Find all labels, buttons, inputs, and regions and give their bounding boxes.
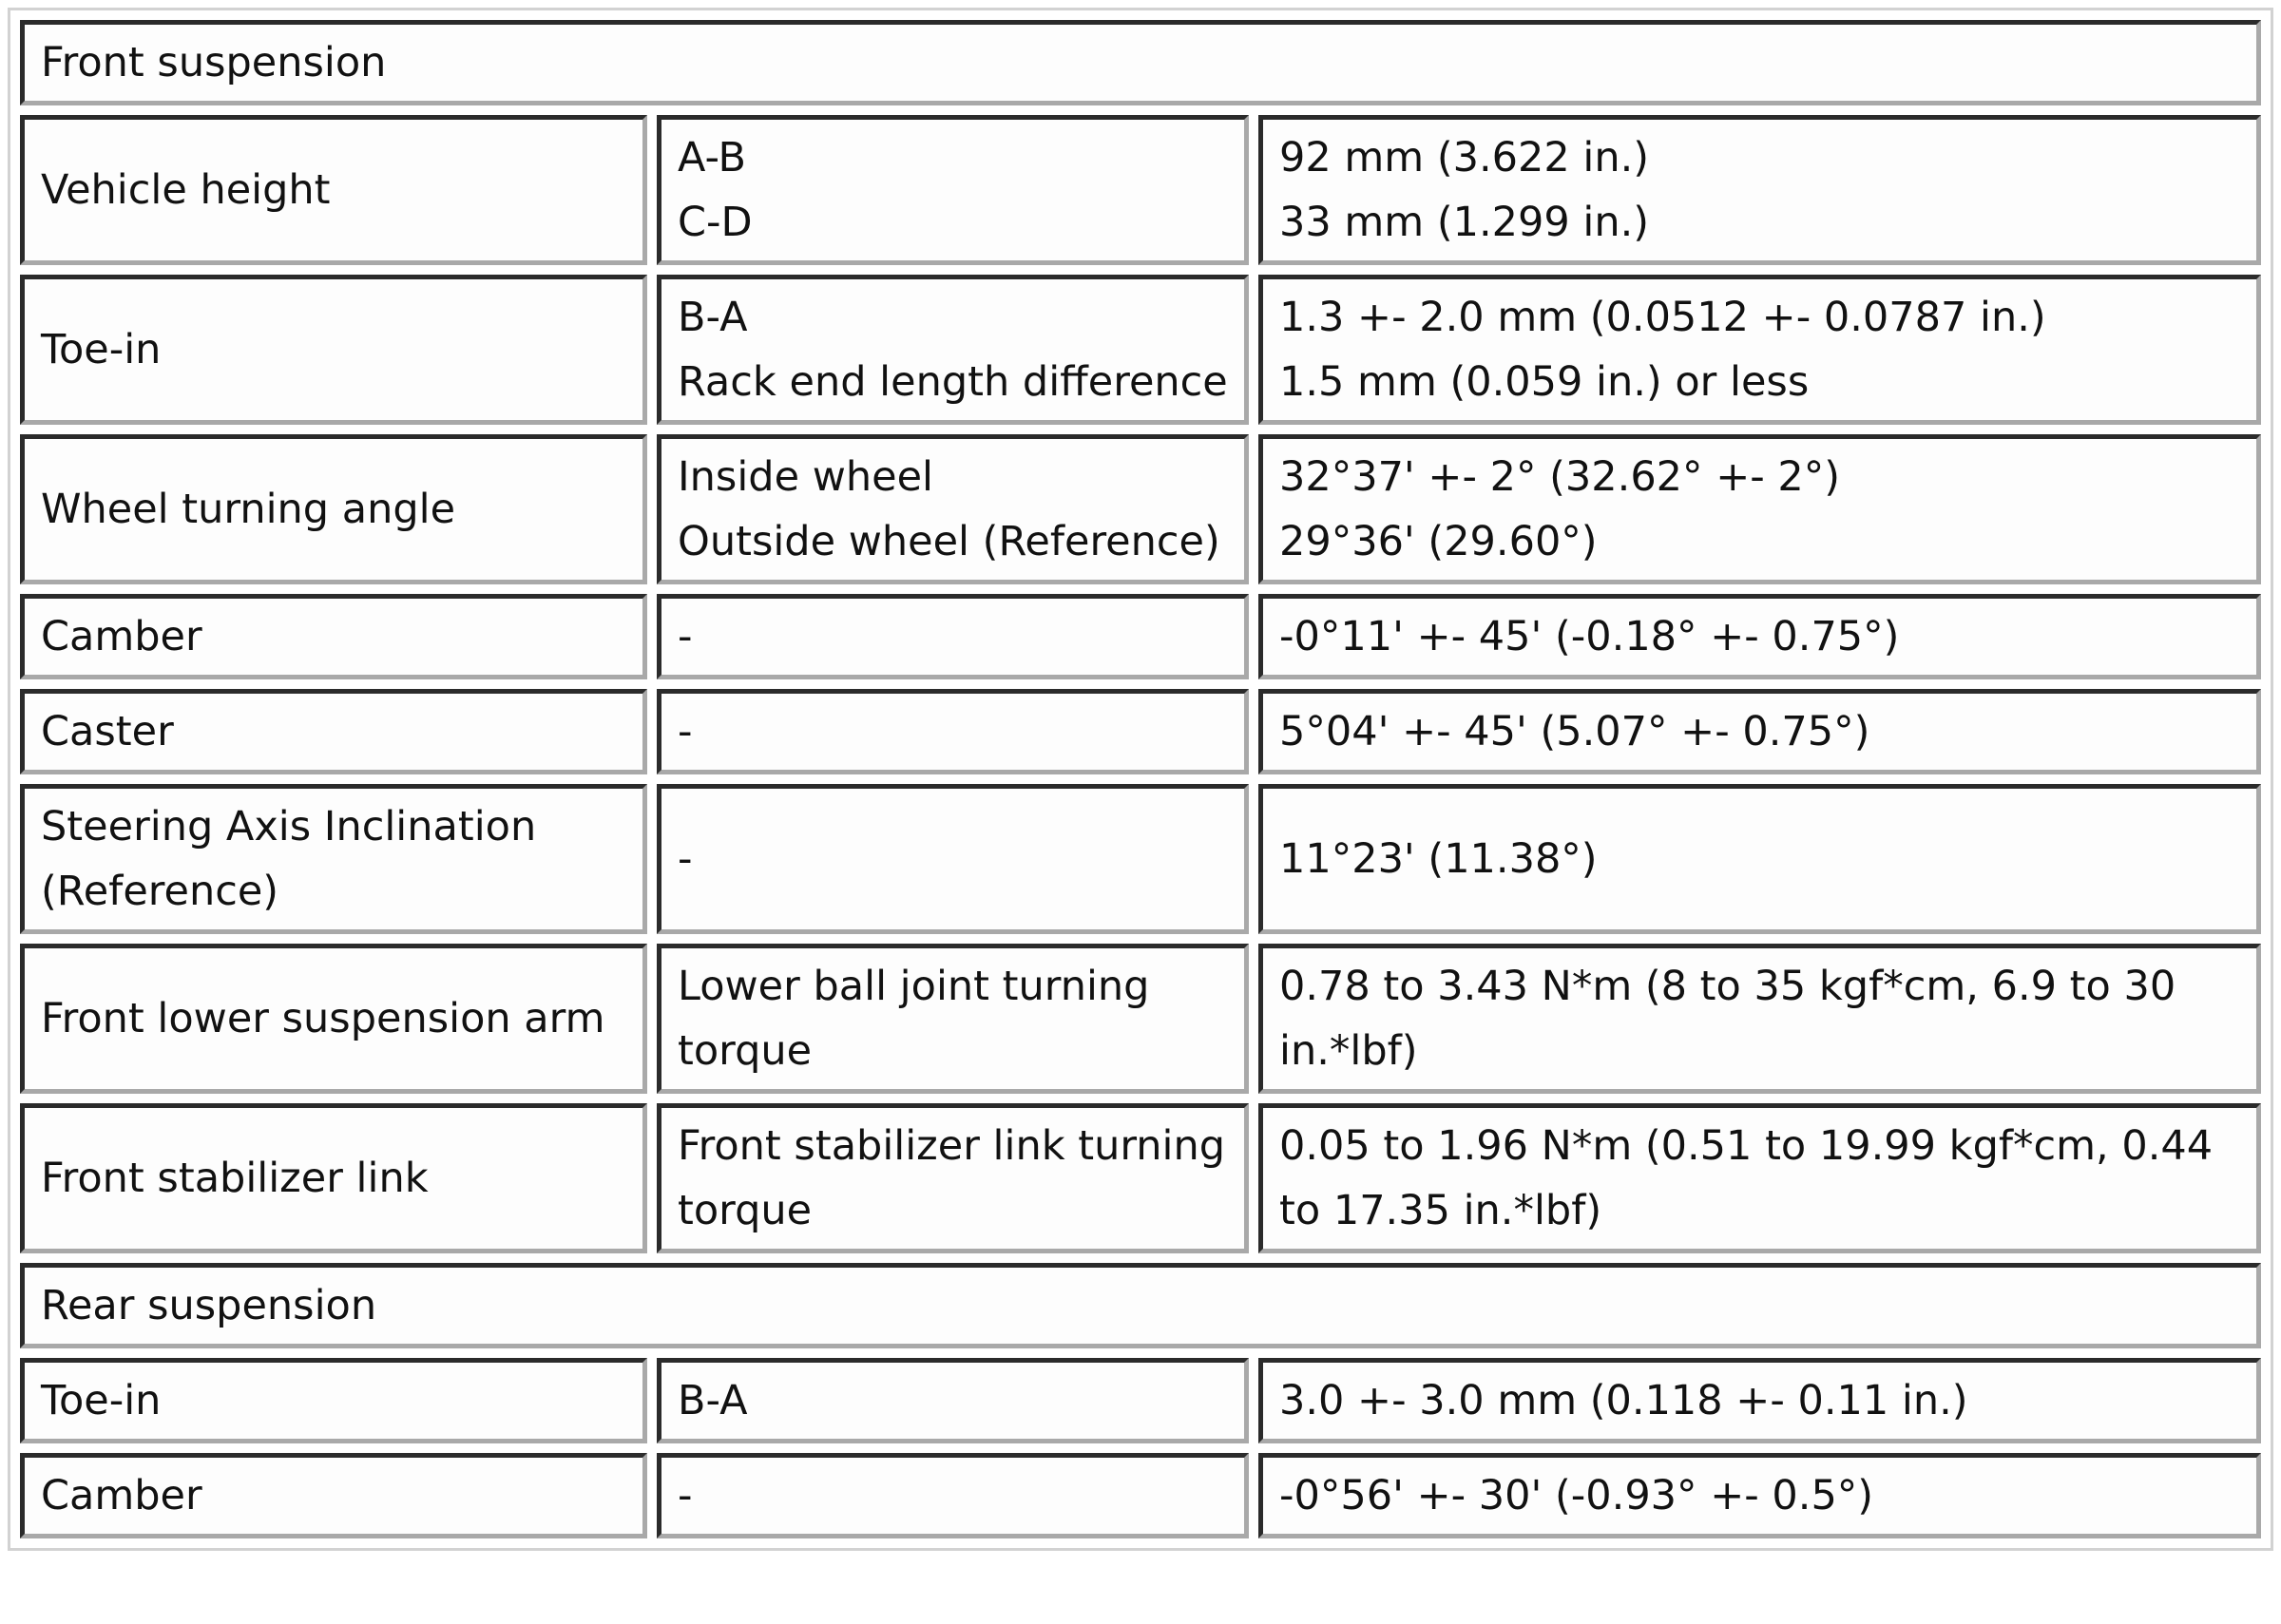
- spec-line: 29°36' (29.60°): [1279, 518, 1598, 565]
- spec-line: 33 mm (1.299 in.): [1279, 199, 1650, 246]
- condition-cell: Front stabilizer link turning torque: [657, 1103, 1249, 1253]
- section-header-row: [20, 1263, 2261, 1348]
- condition-cell: -: [657, 784, 1249, 934]
- spec-cell: 0.05 to 1.96 N*m (0.51 to 19.99 kgf*cm, 0.44 to 17.35 in.*lbf): [1258, 1103, 2261, 1253]
- section-header-row: [20, 20, 2261, 105]
- condition-cell: B-A: [657, 1358, 1249, 1443]
- spec-cell: [1258, 115, 2261, 265]
- spec-cell: -0°11' +- 45' (-0.18° +- 0.75°): [1258, 594, 2261, 679]
- spec-line: 1.5 mm (0.059 in.) or less: [1279, 358, 1810, 406]
- spec-cell: -0°56' +- 30' (-0.93° +- 0.5°): [1258, 1453, 2261, 1538]
- condition-cell: Lower ball joint turning torque: [657, 944, 1249, 1094]
- spec-cell: [1258, 434, 2261, 584]
- section-title: Front suspension: [20, 20, 2261, 105]
- condition-line: Inside wheel: [678, 453, 933, 501]
- spec-cell: [1258, 275, 2261, 425]
- item-cell: Toe-in: [20, 275, 647, 425]
- spec-cell: 0.78 to 3.43 N*m (8 to 35 kgf*cm, 6.9 to 30 in.*lbf): [1258, 944, 2261, 1094]
- spec-line: 32°37' +- 2° (32.62° +- 2°): [1279, 453, 1841, 501]
- section-title: Rear suspension: [20, 1263, 2261, 1348]
- table-row: [20, 784, 2261, 934]
- condition-cell: -: [657, 1453, 1249, 1538]
- table-row: [20, 1453, 2261, 1538]
- table-row: [20, 594, 2261, 679]
- table-row: [20, 1103, 2261, 1253]
- item-cell: Steering Axis Inclination (Reference): [20, 784, 647, 934]
- condition-cell: [657, 115, 1249, 265]
- table-row: [20, 275, 2261, 425]
- condition-line: Outside wheel (Reference): [678, 518, 1220, 565]
- condition-cell: -: [657, 594, 1249, 679]
- table-row: [20, 115, 2261, 265]
- condition-line: B-A: [678, 294, 748, 341]
- condition-line: C-D: [678, 199, 753, 246]
- item-cell: Camber: [20, 1453, 647, 1538]
- item-cell: Front lower suspension arm: [20, 944, 647, 1094]
- item-cell: Camber: [20, 594, 647, 679]
- table-row: [20, 944, 2261, 1094]
- spec-cell: 11°23' (11.38°): [1258, 784, 2261, 934]
- spec-cell: 3.0 +- 3.0 mm (0.118 +- 0.11 in.): [1258, 1358, 2261, 1443]
- item-cell: Caster: [20, 689, 647, 774]
- table-row: [20, 689, 2261, 774]
- item-cell: Front stabilizer link: [20, 1103, 647, 1253]
- table-row: [20, 1358, 2261, 1443]
- condition-line: Rack end length difference: [678, 358, 1228, 406]
- item-cell: Toe-in: [20, 1358, 647, 1443]
- suspension-spec-table: [8, 8, 2273, 1551]
- table-row: [20, 434, 2261, 584]
- spec-cell: 5°04' +- 45' (5.07° +- 0.75°): [1258, 689, 2261, 774]
- item-cell: Wheel turning angle: [20, 434, 647, 584]
- condition-line: A-B: [678, 134, 746, 182]
- condition-cell: [657, 434, 1249, 584]
- item-cell: Vehicle height: [20, 115, 647, 265]
- condition-cell: -: [657, 689, 1249, 774]
- spec-line: 92 mm (3.622 in.): [1279, 134, 1650, 182]
- spec-line: 1.3 +- 2.0 mm (0.0512 +- 0.0787 in.): [1279, 294, 2046, 341]
- condition-cell: [657, 275, 1249, 425]
